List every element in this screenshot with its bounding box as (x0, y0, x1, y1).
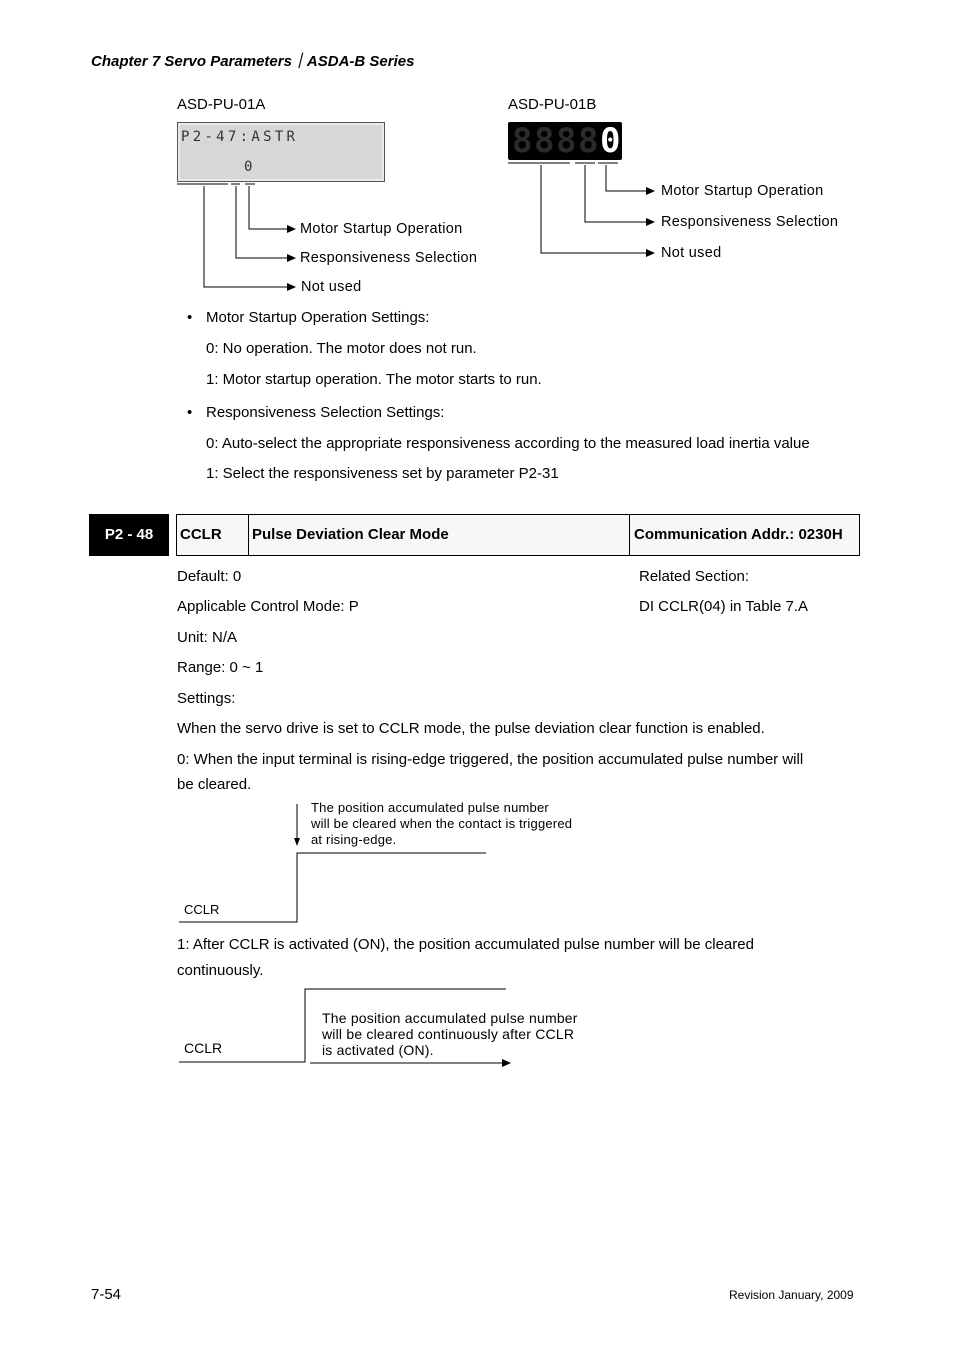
param-id-badge: P2 - 48 (89, 514, 169, 556)
led-digit-active: 0 (600, 121, 621, 161)
param-default: Default: 0 (177, 568, 242, 585)
related-section-title: Related Section: (639, 568, 750, 585)
callout-b-responsiveness: Responsiveness Selection (661, 214, 839, 230)
settings-item: 0: No operation. The motor does not run. (206, 340, 477, 357)
note-line: will be cleared when the contact is triggered (311, 816, 573, 831)
led-digit: 8 (534, 121, 555, 161)
lcd-line-2: 0 (244, 159, 253, 175)
note-line: at rising-edge. (311, 832, 397, 847)
callout-a-responsiveness: Responsiveness Selection (300, 250, 478, 266)
note-line: The position accumulated pulse number (322, 1010, 578, 1026)
revision-date: Revision January, 2009 (729, 1288, 854, 1302)
param-comm-addr: Communication Addr.: 0230H (634, 526, 843, 543)
keypad-a-label: ASD-PU-01A (177, 96, 266, 113)
callout-b-motor-startup: Motor Startup Operation (661, 183, 824, 199)
led-digit: 8 (556, 121, 577, 161)
option-0-line-1: 0: When the input terminal is rising-edge triggered, the position accumulated pulse number will (177, 751, 804, 768)
settings-item: 1: Motor startup operation. The motor starts to run. (206, 371, 542, 388)
settings-heading: Responsiveness Selection Settings: (206, 404, 445, 421)
settings-heading: Motor Startup Operation Settings: (206, 309, 430, 326)
note-line: is activated (ON). (322, 1042, 434, 1058)
option-0-line-2: be cleared. (177, 776, 252, 793)
bullet-icon: • (187, 309, 193, 326)
param-name: Pulse Deviation Clear Mode (252, 526, 449, 543)
param-settings-label: Settings: (177, 690, 236, 707)
chapter-header: Chapter 7 Servo Parameters｜ASDA-B Series (91, 53, 415, 70)
note-line: will be cleared continuously after CCLR (322, 1026, 575, 1042)
option-1-line-1: 1: After CCLR is activated (ON), the position accumulated pulse number will be cleared (177, 936, 754, 953)
keypad-b-label: ASD-PU-01B (508, 96, 597, 113)
signal-label-cclr: CCLR (184, 1040, 223, 1056)
param-range: Range: 0 ~ 1 (177, 659, 264, 676)
continuous-clear-note (322, 1010, 578, 1058)
page-number: 7-54 (91, 1286, 122, 1303)
lcd-line-1: P2-47:ASTR (181, 129, 299, 145)
callout-a-motor-startup: Motor Startup Operation (300, 221, 463, 237)
param-unit: Unit: N/A (177, 629, 238, 646)
led-digit: 8 (512, 121, 533, 161)
related-section-value: DI CCLR(04) in Table 7.A (639, 598, 808, 615)
settings-item: 0: Auto-select the appropriate responsiveness according to the measured load inertia value (206, 435, 810, 452)
led-digit: 8 (578, 121, 599, 161)
settings-item: 1: Select the responsiveness set by parameter P2-31 (206, 465, 559, 482)
signal-label-cclr: CCLR (184, 902, 220, 917)
callout-a-not-used: Not used (301, 279, 362, 295)
param-control-mode: Applicable Control Mode: P (177, 598, 359, 615)
bullet-icon: • (187, 404, 193, 421)
settings-intro: When the servo drive is set to CCLR mode, the pulse deviation clear function is enabled. (177, 720, 765, 737)
param-abbr: CCLR (180, 526, 222, 543)
option-1-line-2: continuously. (177, 962, 264, 979)
callout-b-not-used: Not used (661, 245, 722, 261)
note-line: The position accumulated pulse number (311, 800, 549, 815)
